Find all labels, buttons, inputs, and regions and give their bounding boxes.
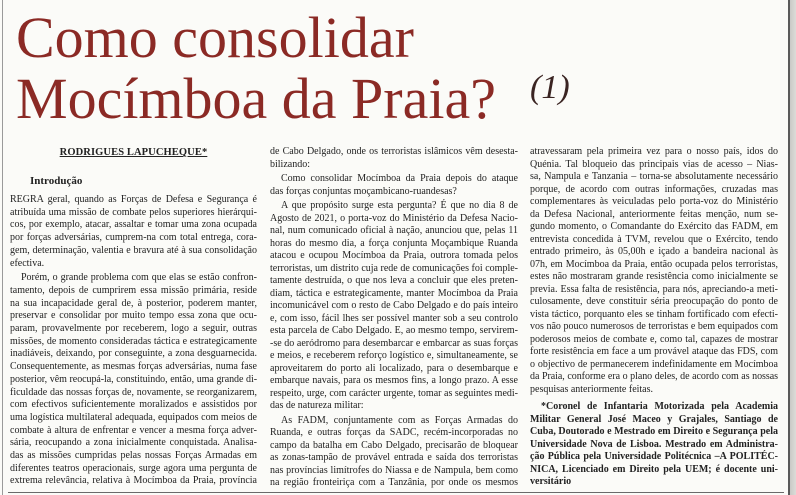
- text-line: diferentes teatros operacionais, surge agora uma pergunta de: [10, 462, 257, 474]
- article-column-2: [270, 146, 518, 490]
- text-line: complementares às veiculadas pelo porta-voz do Ministério: [530, 196, 778, 207]
- text-line: param, provavelmente por receberem, logo a seguir, outras: [10, 323, 257, 335]
- text-line: Cuba, Doutorado e Mestrado em Direito e Segurança pela: [530, 426, 778, 437]
- text-line: horas do mesmo dia, a força conjunta Moçambique Ruanda: [270, 237, 518, 249]
- text-line: missões, de momento consideradas táctica e estrategicamente: [10, 335, 257, 347]
- headline: [16, 7, 496, 129]
- text-line: gem, determinação, valentia e bravura até à sua consolidação: [10, 244, 257, 256]
- text-line: atribuída uma missão de combate pelos superiores hierárqui-: [10, 206, 257, 218]
- column-body: [270, 146, 518, 490]
- text-line: de Cabo Delgado, onde os terroristas islâmicos vêm desesta-: [270, 146, 518, 157]
- text-line: as zonas-tampão de provável entrada e saída dos terroristas: [270, 452, 518, 463]
- text-line: embarque navais, para os mesmos fins, a longo prazo. A esse: [270, 375, 518, 386]
- text-line: cos, por exemplo, atacar, assaltar e tomar uma zona ocupada: [10, 219, 257, 231]
- text-line: e meios, e receberem reforço logístico e, simultaneamente, se: [270, 350, 518, 361]
- text-line: Como consolidar Mocímboa da Praia depois do ataque: [281, 173, 518, 184]
- text-line: -se do aeródromo para desembarcar e embarcar as suas forças: [270, 337, 518, 349]
- text-line: Quénia. Tal bloqueio das principais vias de acesso – Nias-: [530, 158, 778, 170]
- text-line: porque, de acordo com outras informações, cruzadas mas: [530, 183, 778, 195]
- text-line: atacou e ocupou Mocímboa da Praia, outrora tomada pelos: [270, 250, 518, 261]
- text-line: poderosos meios de combate e, como tal, capazes de mostrar: [530, 333, 778, 345]
- paragraph: [270, 200, 518, 413]
- text-line: extrema relevância, relativa à Mocímboa da Praia, província: [10, 475, 257, 487]
- headline-line-1: Como consolidar: [16, 5, 414, 70]
- text-line: das de natureza militar:: [270, 400, 364, 411]
- text-line: das forças conjuntas moçambicano-ruandesas?: [270, 185, 457, 197]
- column-body: [530, 146, 778, 489]
- text-line: efectiva.: [10, 257, 45, 269]
- page-right-edge: [788, 0, 796, 495]
- text-line: culosamente, deve constituir séria preocupação do ponto de: [530, 296, 778, 307]
- article-column-1: [10, 146, 257, 488]
- text-line: vos não pouco numerosos de terroristas e bem equipados com: [530, 321, 778, 332]
- text-line: vista táctico, porquanto eles se tinham fortificado com efecti-: [530, 308, 778, 320]
- text-line: gundo momento, o Comandante do Exército das FADM, em: [530, 221, 778, 232]
- text-line: Ruanda, e outras forças da SADC, recém-incorporadas no: [270, 427, 518, 438]
- text-line: na sua incapacidade geral de, à posterior, poderem manter,: [10, 297, 257, 309]
- text-line: tamento, depois de cumprirem essa missão primária, reside: [10, 284, 257, 296]
- text-line: preservar e consolidar por muito tempo essa zona que ocu-: [10, 310, 257, 322]
- text-line: ção Pública pela Universidade Politécnica –A POLITÉC-: [530, 451, 778, 462]
- text-line: As FADM, conjuntamente com as Forças Armadas do: [281, 414, 518, 426]
- text-line: Porém, o grande problema com que elas se estão confron-: [21, 272, 257, 284]
- text-line: 07h, em Mocímboa da Praia, então ocupada pelos terroristas,: [530, 258, 778, 270]
- text-line: pesquisas anteriormente feitas.: [530, 383, 654, 395]
- text-line: estes não mostraram grande resistência como inicialmente se: [530, 271, 778, 282]
- text-line: por forças adversárias, cumprem-na com total entrega, cora-: [10, 232, 257, 244]
- page-left-edge: [2, 0, 3, 495]
- text-line: forte resistência em face a um provável ataque das FDS, com: [530, 346, 778, 357]
- author-byline: RODRIGUES LAPUCHEQUE*: [59, 147, 208, 158]
- column-body: [10, 194, 257, 488]
- text-line: incomunicável com o resto de Cabo Delgado e do país inteiro: [270, 300, 518, 311]
- text-line: entrado primeiro, às 05,00h e içado a bandeira nacional às: [530, 246, 778, 257]
- text-line: ficuldade das nossas forças de, novamente, se reorganizarem,: [10, 386, 257, 398]
- text-line: esta parcela de Cabo Delgado. E, ao mesmo tempo, servirem-: [270, 325, 518, 336]
- text-line: diam, táctica e estrategicamente, manter Mocímboa da Praia: [270, 287, 518, 299]
- text-line: e, com isso, fácil lhes ser possível manter sob a seu controlo: [270, 312, 518, 324]
- text-line: previa. Essa falta de resistência, para nós, apreciando-a meti-: [530, 283, 778, 295]
- text-line: aproveitarem do porto ali localizado, para o desembarque e: [270, 362, 518, 374]
- text-line: da Defesa Nacional, anteriormente feitas menção, num se-: [530, 208, 778, 220]
- paragraph: [270, 173, 518, 198]
- article-column-3: [530, 146, 778, 489]
- text-line: bilizando:: [270, 158, 310, 170]
- text-line: com efectivos suficientemente moralizados e assistidos por: [10, 399, 257, 411]
- text-line: tamente destruída, o que nos leva a concluir que eles preten-: [270, 275, 518, 286]
- text-line: A que propósito surge esta pergunta? É que no dia 8 de: [281, 200, 518, 211]
- text-line: terroristas, um distrito cuja rede de comunicações foi comple-: [270, 262, 518, 274]
- text-line: sária, reocupando a zona inicialmente conquistada. Analisa-: [10, 437, 257, 449]
- text-line: respeito, urge, com carácter urgente, tomar as seguintes medi-: [270, 387, 518, 399]
- text-line: Militar General José Maceo y Grajales, Santiago de: [530, 413, 778, 425]
- text-line: campo da batalha em Cabo Delgado, precisarão de bloquear: [270, 439, 518, 451]
- text-line: o objectivo de permanecerem indefinidamente em Mocímboa: [530, 358, 778, 370]
- text-line: NICA, Licenciado em Direito pela UEM; é docente uni-: [530, 463, 778, 475]
- paragraph: [270, 415, 518, 490]
- text-line: REGRA geral, quando as Forças de Defesa e Segurança é: [10, 194, 257, 205]
- text-line: das as missões cumpridas pelas nossas Forças Armadas em: [10, 450, 257, 462]
- author-note: [530, 401, 778, 489]
- text-line: versitário: [530, 476, 572, 487]
- paragraph: [530, 146, 778, 396]
- text-line: Universidade Nova de Lisboa. Mestrado em Administra-: [530, 438, 778, 450]
- text-line: *Coronel de Infantaria Motorizada pela Academia: [541, 401, 778, 412]
- text-line: nal, num comunicado oficial à nação, anunciou que, pelas 11: [270, 225, 518, 236]
- text-line: na região fronteiriça com a Tanzânia, por onde os mesmos: [270, 477, 518, 488]
- section-heading: Introdução: [30, 175, 83, 187]
- paragraph: [10, 272, 257, 488]
- text-line: da Praia, conforme era o plano deles, de acordo com as nossas: [530, 371, 778, 382]
- bottom-rule: [8, 492, 784, 493]
- headline-line-2: Mocímboa da Praia?: [16, 66, 496, 131]
- text-line: Consequentemente, as mesmas forças adversárias, numa fase: [10, 361, 257, 373]
- text-line: sa, Nampula e Tanzania – torna-se absolutamente necessário: [530, 171, 778, 182]
- text-line: atravessaram pela primeira vez para o nosso país, idos do: [530, 146, 778, 157]
- headline-part-marker: (1): [530, 69, 570, 106]
- text-line: Agosto de 2021, o porta-voz do Ministério da Defesa Nacio-: [270, 212, 518, 224]
- text-line: nas províncias limítrofes do Niassa e de Nampula, bem como: [270, 464, 518, 476]
- paragraph: [270, 146, 518, 171]
- paragraph: [10, 194, 257, 270]
- text-line: inadiáveis, deixando, por conseguinte, a zona desguarnecida.: [10, 348, 257, 360]
- text-line: entrevista concedida à TVM, revelou que o Exército, tendo: [530, 233, 778, 245]
- text-line: posterior, vêm reocupá-la, constituindo, então, uma grande di-: [10, 373, 257, 385]
- text-line: uma logística multilateral adequada, equipados com meios de: [10, 411, 257, 423]
- text-line: combate à altura de enfrentar e vencer a mesma força adver-: [10, 424, 257, 436]
